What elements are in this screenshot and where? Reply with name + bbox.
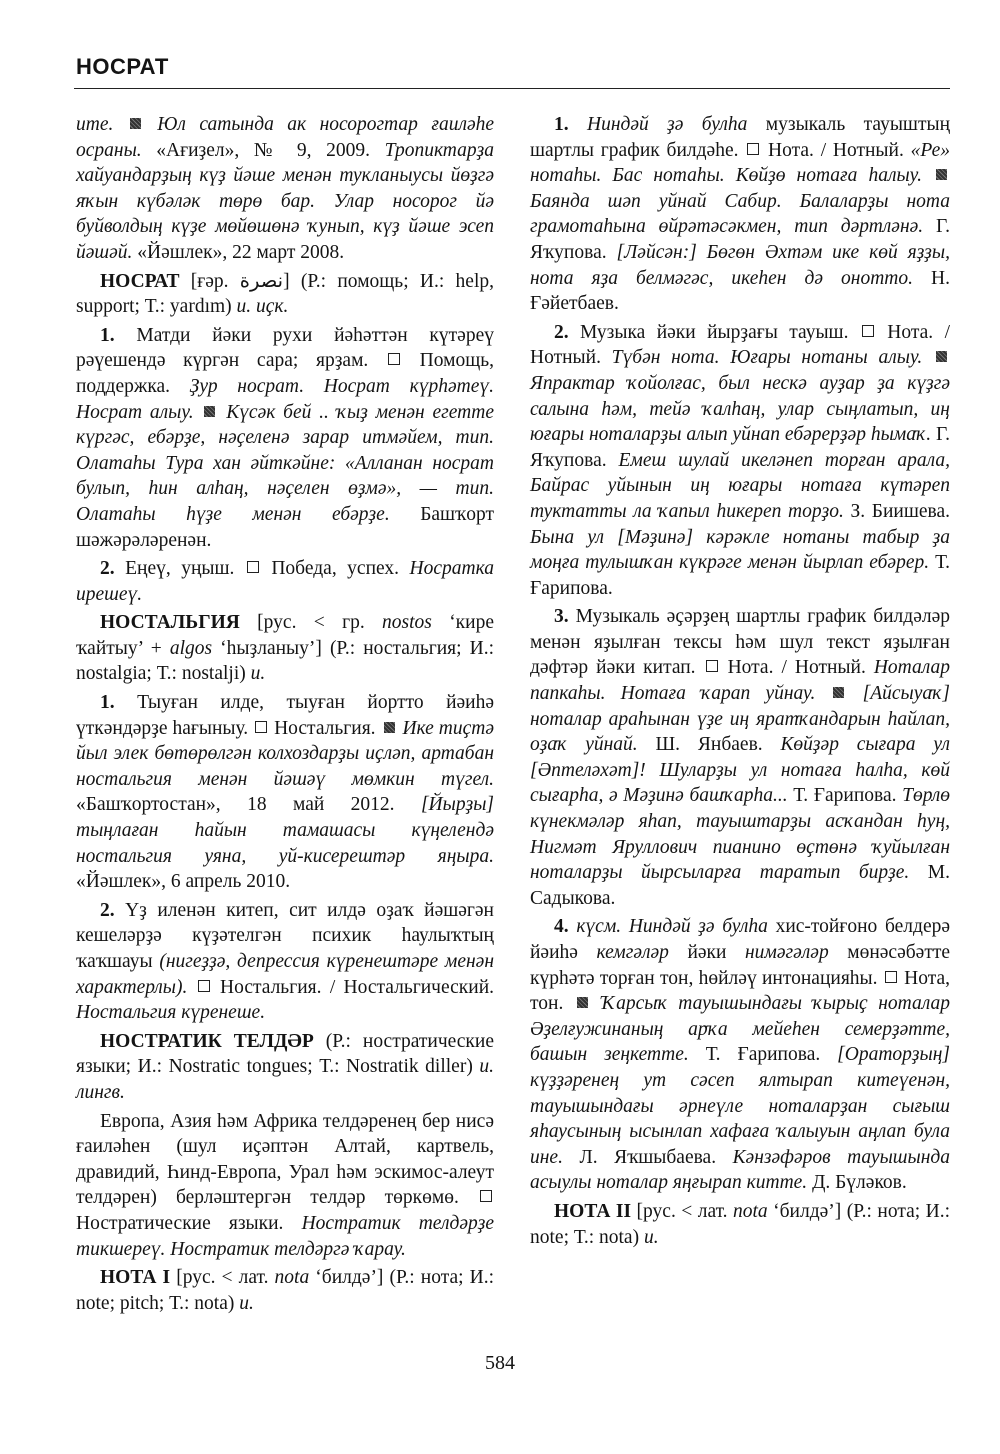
example-marker <box>936 169 947 180</box>
russian-equivalent-marker <box>247 561 259 573</box>
italic-text: Ниндәй ҙә булһа <box>586 114 748 135</box>
entry-continuation <box>76 112 494 266</box>
italic-text: Ҙур носрат. Носрат күрһәтеү. Носрат алыу. <box>76 375 494 423</box>
bold-text: 1. <box>100 324 115 346</box>
text-run: Ш. Янбаев. <box>655 734 781 756</box>
text-run: Нота. / Нотный. <box>761 139 911 161</box>
text-run: Музыка йәки йырҙағы тауыш. <box>568 321 860 343</box>
text-run: [рус. < лат. <box>631 1200 734 1222</box>
example-marker <box>577 997 588 1008</box>
bold-text: 1. <box>100 692 115 714</box>
sense-nosrat-2 <box>76 556 494 607</box>
bold-text: 2. <box>100 558 115 580</box>
text-run: Матди йәки рухи йәһәттән күтәреү рәүешендә күргән сара; ярҙам. <box>76 324 494 372</box>
text-run: [рус. < гр. <box>239 612 383 634</box>
bold-text: 1. <box>554 114 569 135</box>
russian-equivalent-marker <box>885 971 897 983</box>
italic-text: Ҡарсыҡ тауышындағы ҡырыҫ ноталар Әҙелғужинаның арҡа мейеһен семерҙәтте, башын зеңкетте. <box>530 993 950 1066</box>
italic-text: и. иҫк. <box>236 296 289 318</box>
text-run: (Р.: ностратические языки; И.: Nostratic tongues; Т.: Nostratik diller) <box>76 1030 494 1078</box>
italic-text: кемгәләр <box>596 942 669 963</box>
italic-text: Юл сатында ак носорогтар ғаиләһе осраны. <box>76 114 495 161</box>
italic-text: и. <box>239 1292 254 1314</box>
bold-text: 2. <box>554 321 569 343</box>
bold-text: НОСТАЛЬГИЯ <box>100 612 240 634</box>
text-run: ‘билдә’] (Р.: нота; И.: note; pitch; Т.: nota) <box>76 1267 494 1314</box>
text-run: Т. Ғарипова. <box>705 1044 838 1066</box>
text-run <box>187 977 195 998</box>
text-run: «Йәшлек», 6 апрель 2010. <box>76 871 291 893</box>
entry-headword-nostalgia <box>76 610 494 687</box>
definition-nostratic <box>76 1109 494 1263</box>
italic-text: (нигеҙҙә, депрессия күренештәре менән характерлы). <box>76 951 494 998</box>
bold-text: НОТА II <box>554 1200 632 1222</box>
italic-text: Ностратик телдәрҙе тикшереү. Ностратик телдәргә ҡарау. <box>76 1212 494 1260</box>
sense-nosrat-1 <box>76 323 494 553</box>
text-run: Помощь, поддержка. <box>76 350 494 397</box>
sense-nota-1-4 <box>530 914 950 1196</box>
text-run: Музыкаль әҫәрҙең шартлы график билдәләр менән яҙылған тексы һәм шул текст яҙылған дәфтәр йәки китап. <box>530 606 950 679</box>
example-marker <box>130 118 141 129</box>
text-run: ‘һыҙланыу’] (Р.: ностальгия; И.: nostalgia; Т.: nostalji) <box>76 637 494 685</box>
text-run: [ғәр. نصرة] (Р.: помощь; И.: help, support; Т.: yardım) <box>76 270 494 318</box>
text-run: Н. Ғәйетбаев. <box>530 267 950 315</box>
entry-headword-nota-1 <box>76 1265 494 1316</box>
page-number: 584 <box>485 1352 515 1374</box>
text-run: Ностратические языки. <box>76 1212 302 1234</box>
text-run: Т. Ғарипова. <box>530 552 950 599</box>
bold-text: 3. <box>554 606 569 628</box>
bold-text: НОСРАТ <box>100 270 180 292</box>
text-run: Г. Яҡупова. <box>530 216 950 263</box>
text-run: Башҡорт шәжәрәләренән. <box>76 503 494 551</box>
italic-text: nota <box>733 1200 768 1222</box>
russian-equivalent-marker <box>480 1190 492 1202</box>
italic-text: и. <box>250 663 266 685</box>
text-run: Л. Яҡшыбаева. <box>579 1146 733 1168</box>
italic-text: Күсәк бей .. ҡыҙ менән егетте күргәс, ебәрҙе, нәҫеленә зарар итмәйем, тип. Олатаһы Тура хан әйткәйне: «Алланан носрат булып, һин алһаң, нәҫелен өҙмә», — тип. Олатаһы һүҙе менән ебәрҙе. <box>76 401 494 525</box>
italic-text: Ноталар папкаһы. Нотаға ҡарап уйнау. <box>530 657 950 705</box>
italic-text: күсм. Ниндәй ҙә булһа <box>576 916 768 938</box>
italic-text: и. лингв. <box>76 1056 494 1103</box>
text-run: Д. Бүләков. <box>812 1172 907 1194</box>
sense-nota-1-3 <box>530 604 950 911</box>
text-run: З. Биишева. <box>850 500 950 522</box>
italic-text: ите. <box>76 114 127 135</box>
bold-text: 2. <box>100 899 115 921</box>
russian-equivalent-marker <box>706 660 718 672</box>
bold-text: НОСТРАТИК ТЕЛДӘР <box>100 1030 314 1052</box>
italic-text: [Ораторҙың] күҙҙәренең ут сәсеп ялтырап китеүенән, тауышындағы әрнеүле ноталарҙан сығыш яһаусының ысынлап хафаға ҡалыуын аңлап була ине. <box>530 1044 950 1168</box>
italic-text: nota <box>274 1267 310 1289</box>
russian-equivalent-marker <box>862 325 874 337</box>
example-marker <box>204 406 215 417</box>
sense-nota-1-2 <box>530 320 950 602</box>
italic-text: Ностальгия күренеше. <box>76 1002 266 1024</box>
entry-headword-nosrat <box>76 269 494 320</box>
italic-text: и. <box>643 1226 659 1248</box>
russian-equivalent-marker <box>198 980 210 992</box>
sense-nota-1-1 <box>530 112 950 317</box>
text-run: Ностальгия. <box>269 717 381 739</box>
italic-text: Ике тиҫтә йыл элек бөтөрөлгән колхоздарҙы иҫләп, артабан ностальгия менән йәшәү мөмкин түгел. <box>76 717 494 790</box>
text-run: «Башҡортостан», 18 май 2012. <box>76 794 421 816</box>
italic-text: Носратка ирешеү. <box>76 558 494 605</box>
bold-text: НОТА I <box>100 1267 171 1289</box>
text-run: Нота, тон. <box>530 967 950 1015</box>
example-marker <box>833 687 844 698</box>
text-run: Үҙ иленән китеп, сит илдә оҙаҡ йәшәгән кешеләрҙә күҙәтелгән психик һаулыҡтың ҡаҡшауы <box>76 899 494 972</box>
italic-text: nostos <box>382 612 432 634</box>
italic-text: Бына ул [Мәҙинә] кәрәкле нотаны табыр ҙа моңға тулышҡан күкрәге менән йырлап ебәрер. <box>530 526 950 574</box>
text-run: Еңеү, уңыш. <box>114 558 245 580</box>
text-run: Нота. / Нотный. <box>719 657 874 679</box>
text-run: Т. Ғарипова. <box>793 785 903 807</box>
italic-text: Төрлө күнекмәләр яһап, тауыштарҙы асҡандан һуң, Нигмәт Яруллович пианино өҫтөнә ҡуйылған ноталарҙы йырсыларға таратып бирҙе. <box>530 785 950 884</box>
text-run: «Ағиҙел», № 9, 2009. <box>156 139 385 161</box>
italic-text: «Ре» нотаһы. Бас нотаһы. Көйҙө нотаға һалыу. <box>530 139 950 187</box>
italic-text: Кәнзәфәров тауышында асыулы ноталар яңғырап китте. <box>530 1146 950 1194</box>
left-column <box>76 112 494 1316</box>
italic-text: Баянда шәп уйнай Сабир. Балаларҙы нота грамотаһына өйрәтәсәкмен, тип дәртләнә. <box>530 190 950 238</box>
sense-nostalgia-2 <box>76 898 494 1026</box>
text-run: ‘кире ҡайтыу’ + <box>76 612 494 659</box>
bold-text: 4. <box>554 916 569 938</box>
italic-text: [Йырҙы] тыңлаған һайын тамашасы күңелендә ностальгия уяна, уй-кисерештәр яңыра. <box>76 794 494 867</box>
italic-text: Көйҙәр сығара ул [Әптеләхәт]! Шуларҙы ул нотаға һалһа, көй сығарһа, ә Мәҙинә башҡарһа... <box>530 734 950 807</box>
italic-text: нимәгәләр <box>745 942 829 963</box>
text-run: «Йәшлек», 22 март 2008. <box>137 241 345 263</box>
text-run: Европа, Азия һәм Африка телдәренең бер нисә ғаиләһен (шул иҫәптән Алтай, картвель, дравидий, Һинд-Европа, Урал һәм эскимос-алеут телдәрен) берләштергән телдәр төркөмө. <box>76 1110 494 1209</box>
text-run: Нота. / Нотный. <box>530 321 950 369</box>
italic-text: algos <box>169 637 213 659</box>
text-run: мөнәсәбәтте күрһәтә торған тон, һөйләү интонацияһы. <box>530 942 951 989</box>
italic-text: [Айсыуаҡ] ноталар араһынан үҙе иң яратҡандарын һайлап, оҙаҡ уйнай. <box>530 683 951 756</box>
italic-text: Япрактар ҡойолғас, был нескә ауҙар ҙа күҙгә салына һәм, тейә ҡалһаң, улар сыңлатып, иң юғары ноталарҙы алып уйнап ебәрерҙәр һымаҡ. <box>530 372 950 446</box>
italic-text: Түбән нота. Юғары нотаны алыу. <box>611 347 933 369</box>
russian-equivalent-marker <box>255 721 267 733</box>
russian-equivalent-marker <box>747 143 759 155</box>
text-run: [рус. < лат. <box>170 1267 275 1289</box>
right-column <box>530 112 950 1250</box>
text-run: Победа, успех. <box>260 558 410 580</box>
italic-text: Тропиктарҙа хайуандарҙың күҙ йәше менән тукланыусы йөҙгә яҡын күбәләк төрө бар. Улар носорог йә буйволдың күҙе мөйөшөнә ҡунып, күҙ йәше эсеп йәшәй. <box>76 139 494 263</box>
text-run: Г. Яҡупова. <box>530 424 950 471</box>
header-rule <box>74 88 950 89</box>
text-run: Ностальгия. / Ностальгический. <box>211 976 495 998</box>
russian-equivalent-marker <box>388 353 400 365</box>
text-run: ‘билдә’] (Р.: нота; И.: note; Т.: nota) <box>530 1200 950 1248</box>
entry-headword-nota-2 <box>530 1199 950 1250</box>
italic-text: [Ләйсән:] Бөгөн Әхтәм ике көй яҙҙы, нота яҙа белмәгәс, икеһен дә онотто. <box>530 241 950 289</box>
text-run: М. Садыкова. <box>530 862 950 909</box>
italic-text: Емеш шулай икеләнеп торған арала, Байрас уйынын иң юғары нотаға күтәреп туктатты ла ҡапыл һикереп торҙо. <box>530 449 950 522</box>
entry-headword-nostratic <box>76 1029 494 1106</box>
example-marker <box>384 722 395 733</box>
text-run: йәки <box>668 942 745 963</box>
text-run: Тыуған илде, тыуған йортто йәиһә үткәндәрҙе һағыныу. <box>76 692 494 739</box>
sense-nostalgia-1 <box>76 690 494 895</box>
text-run <box>569 114 587 135</box>
text-run: хис-тойғоно белдерә йәиһә <box>530 916 951 963</box>
example-marker <box>936 351 947 362</box>
text-run: музыкаль тауыштың шартлы график билдәһе. <box>530 114 951 161</box>
running-head: НОСРАТ <box>76 54 169 79</box>
